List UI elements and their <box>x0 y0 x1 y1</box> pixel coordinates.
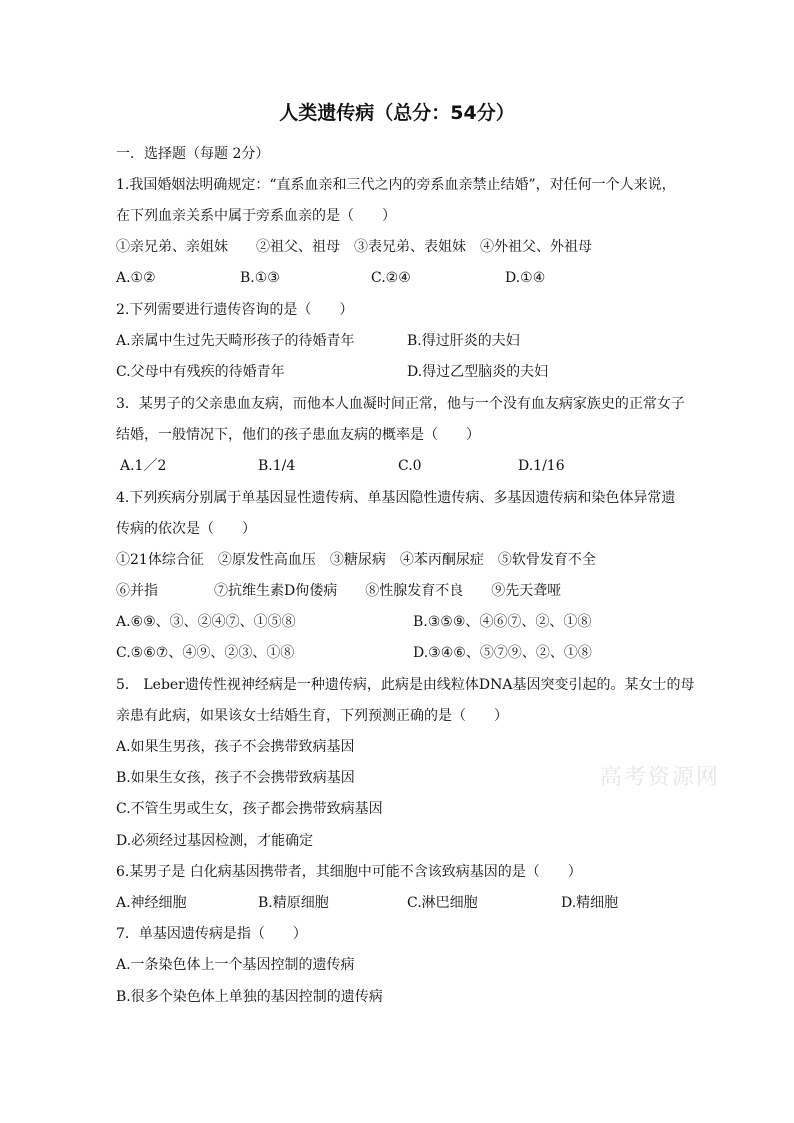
q5-option-d: D.必须经过基因检测，才能确定 <box>116 833 314 849</box>
q2-option-c: C.父母中有残疾的待婚青年 <box>116 364 285 380</box>
q4-items-line1: ①21体综合征 ②原发性高血压 ③糖尿病 ④苯丙酮尿症 ⑤软骨发育不全 <box>116 552 596 568</box>
q3-option-d: D.1/16 <box>518 458 565 474</box>
q6-option-c: C.淋巴细胞 <box>407 895 478 911</box>
q3-option-a: A.1／2 <box>120 458 167 474</box>
q2-option-b: B.得过肝炎的夫妇 <box>407 333 520 349</box>
q4-items-line2: ⑥并指 ⑦抗维生素D佝偻病 ⑧性腺发育不良 ⑨先天聋哑 <box>116 583 562 599</box>
q1-option-a: A.①② <box>116 270 156 286</box>
q1-option-b: B.①③ <box>240 270 280 286</box>
q1-stem-line2: 在下列血亲关系中属于旁系血亲的是（ ） <box>116 208 396 224</box>
q2-option-d: D.得过乙型脑炎的夫妇 <box>407 364 549 380</box>
section-heading: 一．选择题（每题 2分） <box>116 146 270 162</box>
q1-stem-line1: 1.我国婚姻法明确规定：“直系血亲和三代之内的旁系血亲禁止结婚”，对任何一个人来说， <box>116 177 676 193</box>
q4-stem-line2: 传病的依次是（ ） <box>116 521 256 537</box>
q7-stem: 7．单基因遗传病是指（ ） <box>116 926 307 942</box>
watermark: 高考资源网 <box>600 765 721 790</box>
q4-option-d: D.③④⑥、⑤⑦⑨、②、①⑧ <box>413 645 592 661</box>
q4-stem-line1: 4.下列疾病分别属于单基因显性遗传病、单基因隐性遗传病、多基因遗传病和染色体异常遗 <box>116 490 676 506</box>
q5-option-b: B.如果生女孩，孩子不会携带致病基因 <box>116 770 355 786</box>
q6-option-d: D.精细胞 <box>561 895 619 911</box>
q3-option-b: B.1/4 <box>258 458 296 474</box>
q4-option-b: B.③⑤⑨、④⑥⑦、②、①⑧ <box>413 614 592 630</box>
q3-option-c: C.0 <box>398 458 422 474</box>
page-title: 人类遗传病（总分：54分） <box>279 102 515 124</box>
q7-option-b: B.很多个染色体上单独的基因控制的遗传病 <box>116 989 383 1005</box>
q5-stem-line2: 亲患有此病，如果该女士结婚生育，下列预测正确的是（ ） <box>116 708 508 724</box>
q6-stem: 6.某男子是 白化病基因携带者，其细胞中可能不含该致病基因的是（ ） <box>116 864 582 880</box>
q5-stem-line1: 5． Leber遗传性视神经病是一种遗传病，此病是由线粒体DNA基因突变引起的。某女士的母 <box>116 677 695 693</box>
q4-option-c: C.⑤⑥⑦、④⑨、②③、①⑧ <box>116 645 295 661</box>
q5-option-c: C.不管生男或生女，孩子都会携带致病基因 <box>116 801 383 817</box>
q7-option-a: A.一条染色体上一个基因控制的遗传病 <box>116 957 355 973</box>
q3-stem-line2: 结婚，一般情况下，他们的孩子患血友病的概率是（ ） <box>116 427 480 443</box>
q5-option-a: A.如果生男孩，孩子不会携带致病基因 <box>116 739 355 755</box>
q4-option-a: A.⑥⑨、③、②④⑦、①⑤⑧ <box>116 614 296 630</box>
q2-stem: 2.下列需要进行遗传咨询的是（ ） <box>116 302 354 318</box>
q6-option-a: A.神经细胞 <box>116 895 187 911</box>
q1-option-d: D.①④ <box>505 270 546 286</box>
q2-option-a: A.亲属中生过先天畸形孩子的待婚青年 <box>116 333 355 349</box>
q1-items: ①亲兄弟、亲姐妹 ②祖父、祖母 ③表兄弟、表姐妹 ④外祖父、外祖母 <box>116 239 592 255</box>
q1-option-c: C.②④ <box>371 270 411 286</box>
q6-option-b: B.精原细胞 <box>258 895 329 911</box>
q3-stem-line1: 3．某男子的父亲患血友病，而他本人血凝时间正常，他与一个没有血友病家族史的正常女子 <box>116 396 685 412</box>
